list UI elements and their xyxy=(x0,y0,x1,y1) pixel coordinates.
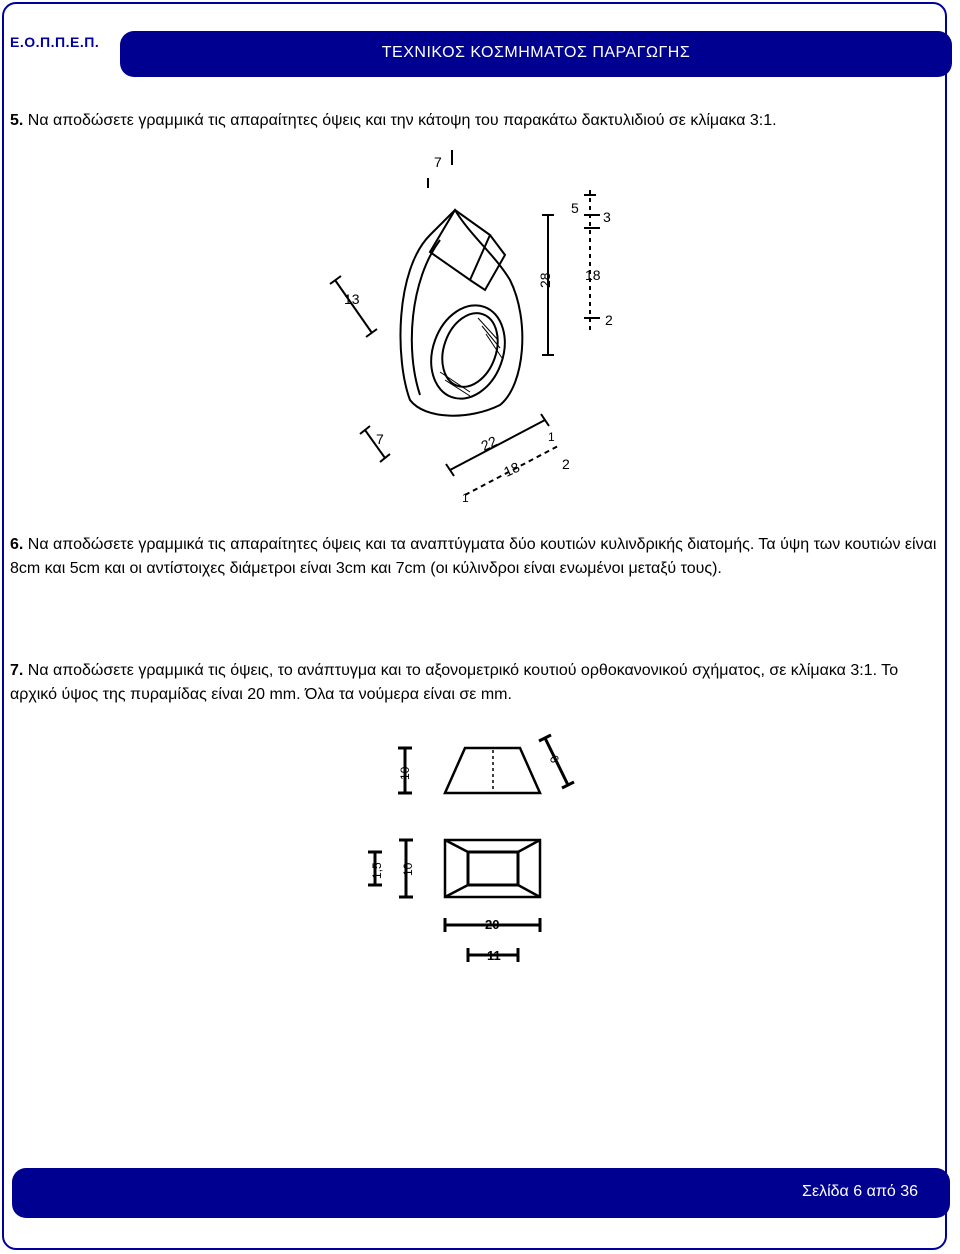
dim-label: 5 xyxy=(571,200,579,216)
dim-label: 7 xyxy=(434,154,442,170)
dim-label: 1 xyxy=(462,491,469,505)
dim-label: 1 xyxy=(548,430,555,444)
box-drawing xyxy=(360,735,590,975)
exercise-number: 7. xyxy=(10,662,24,679)
dim-label: 28 xyxy=(537,272,553,288)
dim-label: 7 xyxy=(376,431,384,447)
dim-label: 1,5 xyxy=(370,862,384,879)
dim-label: 6 xyxy=(546,752,563,766)
exercise-text: Να αποδώσετε γραμμικά τις απαραίτητες όψεις και την κάτοψη του παρακάτω δακτυλιδιού σε κλίμακα 3:1. xyxy=(27,112,777,129)
header-title: ΤΕΧΝΙΚΟΣ ΚΟΣΜΗΜΑΤΟΣ ΠΑΡΑΓΩΓΗΣ xyxy=(381,44,691,61)
exercise-number: 5. xyxy=(10,112,24,129)
exercise-number: 6. xyxy=(10,536,24,553)
dim-label: 3 xyxy=(603,209,611,225)
dim-label: 2 xyxy=(562,456,570,472)
exercise-7 xyxy=(10,659,940,707)
header-bar xyxy=(120,31,952,77)
dim-label: 20 xyxy=(485,917,500,932)
dim-label: 18 xyxy=(585,267,601,283)
exercise-5 xyxy=(10,109,930,133)
dim-label: 22 xyxy=(478,432,500,454)
dim-label: 13 xyxy=(344,291,360,307)
dim-label: 10 xyxy=(398,766,412,780)
exercise-6 xyxy=(10,533,960,581)
header-org: Ε.Ο.Π.Π.Ε.Π. xyxy=(10,34,100,50)
dim-label: 10 xyxy=(401,862,415,876)
dim-label: 11 xyxy=(487,948,501,963)
exercise-text: Να αποδώσετε γραμμικά τις απαραίτητες όψεις και τα αναπτύγματα δύο κουτιών κυλινδρικής διατομής. Τα ύψη των κουτιών είναι 8cm και 5cm και οι αντίστοιχες διάμετροι είναι 3cm και 7cm (οι κύλινδροι είναι ενωμένοι μεταξύ τους). xyxy=(10,536,937,577)
ring-drawing xyxy=(320,150,620,510)
page-number: Σελίδα 6 από 36 xyxy=(802,1183,918,1200)
footer-bar xyxy=(12,1168,950,1218)
dim-label: 18 xyxy=(501,458,523,480)
dim-label: 2 xyxy=(605,312,613,328)
exercise-text: Να αποδώσετε γραμμικά τις όψεις, το ανάπτυγμα και το αξονομετρικό κουτιού ορθοκανονικού σχήματος, σε κλίμακα 3:1. Το αρχικό ύψος της πυραμίδας είναι 20 mm. Όλα τα νούμερα είναι σε mm. xyxy=(10,662,899,703)
